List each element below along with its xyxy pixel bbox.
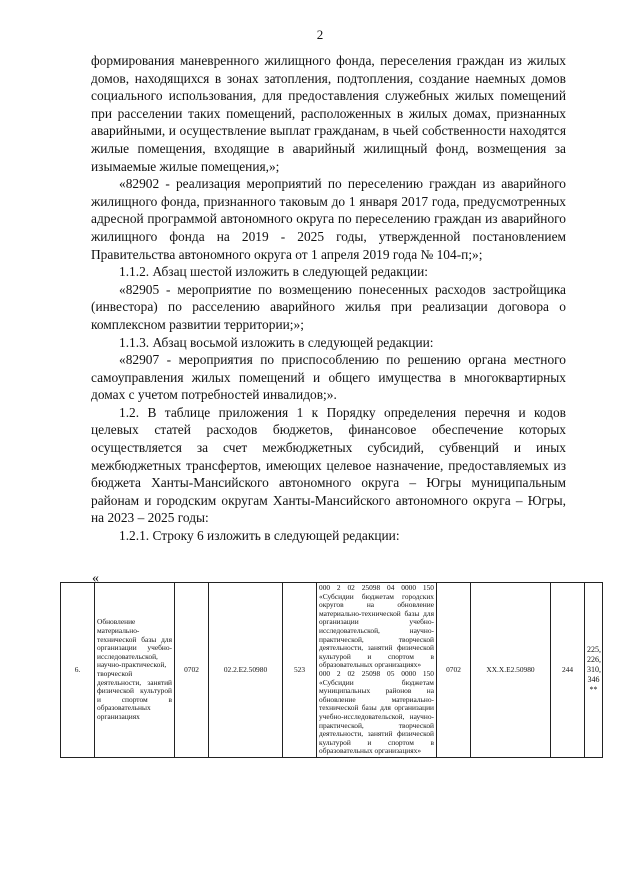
kosgu-codes: 225, 226, 310, 346 ** <box>585 583 603 758</box>
expense-type: 523 <box>283 583 317 758</box>
paragraph: формирования маневренного жилищного фонда, переселения граждан из жилых домов, находящихся в зонах затопления, подтопления, создание наемных домов социального использования, для предоставления служебных жилых помещений при расселении таких помещений, расположенных в жилых домах, признанных аварийными, и осуществление выплат гражданам, в чьей собственности находятся жилые помещения, входящие в аварийный жилищный фонд, возмещения за изымаемые жилые помещения,»; <box>91 53 566 174</box>
table-row <box>61 583 603 758</box>
paragraph: «82905 - мероприятие по возмещению понесенных расходов застройщика (инвестора) по расселению аварийного жилья при реализации договора о комплексном развитии территории;»; <box>91 281 566 332</box>
opening-quote: « <box>92 571 99 586</box>
target-code-2: ХХ.Х.Е2.50980 <box>471 583 551 758</box>
paragraph: «82907 - мероприятия по приспособлению по решению органа местного самоуправления жилых помещений и общего имущества в многоквартирных домах с учетом потребностей инвалидов;». <box>91 352 566 403</box>
appendix-table <box>60 582 603 758</box>
section-code-2: 0702 <box>437 583 471 758</box>
section-code: 0702 <box>175 583 209 758</box>
target-code: 02.2.Е2.50980 <box>209 583 283 758</box>
document-body <box>91 52 566 545</box>
paragraph: 1.1.2. Абзац шестой изложить в следующей редакции: <box>119 264 428 280</box>
page-number: 2 <box>316 27 324 42</box>
row-number: 6. <box>61 583 95 758</box>
paragraph: 1.2. В таблице приложения 1 к Порядку определения перечня и кодов целевых статей расходов бюджетов, финансовое обеспечение которых осуществляется за счет межбюджетных субсидий, субвенций и иных межбюджетных трансфертов, имеющих целевое назначение, предоставляемых из бюджета Ханты-Мансийского автономного округа – Югры муниципальным районам и городским округам Ханты-Мансийского автономного округа – Югры, на 2023 – 2025 годы: <box>91 404 566 526</box>
row-name: Обновление материально-технической базы для организации учебно-исследовательской, научно-практической, творческой деятельности, занятий физической культурой и спортом в образовательных организациях <box>95 583 175 758</box>
paragraph: 1.2.1. Строку 6 изложить в следующей редакции: <box>119 528 400 544</box>
expense-type-2: 244 <box>551 583 585 758</box>
paragraph: «82902 - реализация мероприятий по переселению граждан из аварийного жилищного фонда, признанного таковым до 1 января 2017 года, предусмотренных адресной программой автономного округа по переселению граждан из аварийного жилищного фонда на 2019 - 2025 годы, утвержденной постановлением Правительства автономного округа от 1 апреля 2019 года № 104-п;»; <box>91 176 566 262</box>
paragraph: 1.1.3. Абзац восьмой изложить в следующей редакции: <box>119 334 434 350</box>
revenue-description: 000 2 02 25098 04 0000 150 «Субсидии бюджетам городских округов на обновление материально-технической базы для организации учебно-исследовательской, научно-практической, творческой деятельности, занятий физической культурой и спортом в образовательных организациях» 000 2 02 25098 05 0000 150 «Субсидии бюджетам муниципальных районов на обновление материально-технической базы для организации учебно-исследовательской, научно-практической, творческой деятельности, занятий физической культурой и спортом в образовательных организациях» <box>317 583 437 758</box>
